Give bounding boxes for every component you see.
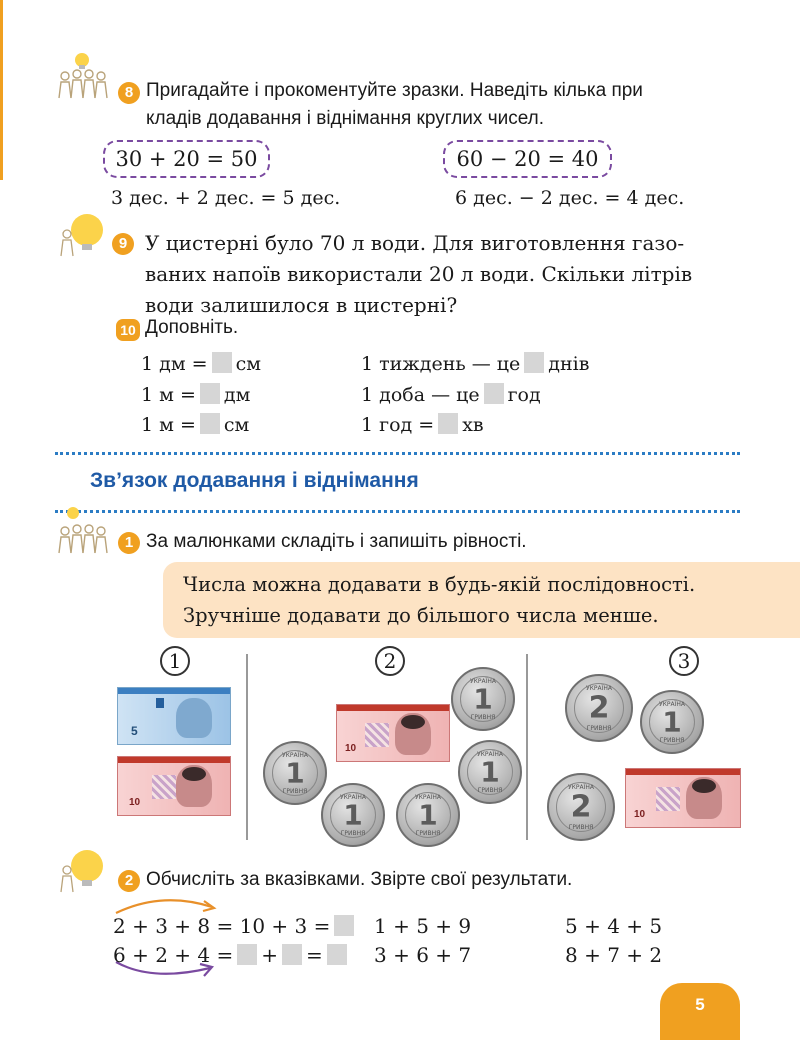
answer-box[interactable]	[327, 944, 347, 965]
coin-country: УКРАЇНА	[281, 752, 309, 759]
page-number-text: 5	[695, 995, 705, 1014]
task8-equation-left	[103, 140, 270, 178]
task9-text	[145, 228, 775, 321]
banknote-pattern	[365, 723, 389, 747]
banknote-10	[336, 704, 450, 762]
task10-row-1-right	[361, 351, 589, 377]
coin-currency: ГРИВНЯ	[340, 830, 366, 837]
coin-currency: ГРИВНЯ	[586, 725, 612, 732]
task2-row2-c: 8 + 7 + 2	[565, 943, 663, 967]
answer-box[interactable]	[200, 413, 220, 434]
task8-line1: Пригадайте і прокоментуйте зразки. Наведіть кілька при	[146, 80, 643, 101]
banknote-stripe	[337, 705, 449, 711]
task2-row2-a	[113, 941, 351, 969]
task10-row-3	[141, 412, 249, 438]
coin-country: УКРАЇНА	[476, 751, 504, 758]
coin-currency: ГРИВНЯ	[477, 787, 503, 794]
banknote-5-value: 5	[131, 724, 138, 738]
section-title: Зв’язок додавання і віднімання	[90, 469, 419, 492]
picture-separator	[246, 654, 248, 840]
banknote-10-value: 10	[634, 809, 646, 820]
rule-line1: Числа можна додавати в будь-якій послідовності.	[183, 573, 696, 596]
task2-text: Обчисліть за вказівками. Звірте свої результати.	[146, 869, 573, 890]
answer-box[interactable]	[237, 944, 257, 965]
coin-1-hryvnia	[321, 783, 385, 847]
coin-value: 1	[662, 705, 682, 739]
banknote-portrait-hair	[182, 767, 206, 781]
task10-row-3-right	[361, 412, 484, 438]
coin-country: УКРАЇНА	[414, 794, 442, 801]
coin-1-hryvnia	[263, 741, 327, 805]
rule-line2: Зручніше додавати до більшого числа менше.	[183, 604, 659, 627]
task2-row1-c: 5 + 4 + 5	[565, 914, 663, 938]
answer-box[interactable]	[282, 944, 302, 965]
task2-row2-eq: =	[306, 943, 323, 967]
section-divider-bottom	[55, 510, 740, 513]
task1-text: За малюнками складіть і запишіть рівності.	[146, 531, 527, 552]
coin-2-hryvnia	[547, 773, 615, 841]
task8-decimal-left: 3 дес. + 2 дес. = 5 дес.	[111, 187, 341, 209]
task8-number: 8	[118, 82, 140, 104]
answer-box[interactable]	[524, 352, 544, 373]
coin-value: 2	[570, 789, 592, 825]
task10-r3-right-b: хв	[462, 414, 484, 436]
rule-box	[163, 562, 800, 638]
coin-value: 1	[480, 755, 500, 789]
task10-r1-left-a: 1 дм =	[141, 353, 208, 375]
task9-number: 9	[112, 233, 134, 255]
coin-value: 1	[418, 798, 438, 832]
banknote-stripe	[118, 688, 230, 694]
task2-row2-b: 3 + 6 + 7	[374, 943, 472, 967]
coin-1-hryvnia	[640, 690, 704, 754]
picture-number-1: 1	[160, 646, 190, 676]
lightbulb-icon	[57, 212, 107, 258]
task8-equation-right	[443, 140, 612, 178]
task8-equation-right-text: 60 − 20 = 40	[456, 147, 599, 171]
picture-number-2: 2	[375, 646, 405, 676]
coin-value: 1	[285, 756, 305, 790]
task8-text	[146, 77, 766, 133]
banknote-10	[625, 768, 741, 828]
banknote-10-value: 10	[345, 743, 357, 754]
banknote-stripe	[626, 769, 740, 775]
page-number	[660, 983, 740, 1040]
task2-row1-a-text: 2 + 3 + 8 = 10 + 3 =	[113, 914, 331, 938]
picture-number-3: 3	[669, 646, 699, 676]
task10-r1-right-b: днів	[548, 353, 590, 375]
banknote-portrait	[176, 698, 212, 738]
task10-r2-right-b: год	[507, 384, 541, 406]
task10-row-2-right	[361, 382, 541, 408]
group-discussion-icon	[55, 503, 109, 555]
coin-1-hryvnia	[451, 667, 515, 731]
coin-country: УКРАЇНА	[567, 784, 595, 791]
task9-line1: У цистерні було 70 л води. Для виготовлення газо-	[145, 231, 685, 255]
task2-number: 2	[118, 870, 140, 892]
coin-currency: ГРИВНЯ	[470, 714, 496, 721]
answer-box[interactable]	[212, 352, 232, 373]
page-edge-strip	[0, 0, 3, 180]
task10-r3-right-a: 1 год =	[361, 414, 435, 436]
answer-box[interactable]	[200, 383, 220, 404]
coin-1-hryvnia	[458, 740, 522, 804]
banknote-10-value: 10	[129, 797, 141, 808]
coin-country: УКРАЇНА	[469, 678, 497, 685]
coin-value: 1	[343, 798, 363, 832]
lightbulb-icon	[57, 848, 107, 894]
banknote-pattern	[656, 787, 680, 811]
task10-r1-right-a: 1 тиждень — це	[361, 353, 521, 375]
task2-row1-a	[113, 912, 358, 940]
coin-2-hryvnia	[565, 674, 633, 742]
banknote-pattern	[152, 775, 176, 799]
coin-value: 1	[473, 682, 493, 716]
task10-r3-left-b: см	[223, 414, 250, 436]
task10-number: 10	[116, 319, 140, 341]
banknote-10	[117, 756, 231, 816]
task10-r2-right-a: 1 доба — це	[361, 384, 480, 406]
task8-equation-left-text: 30 + 20 = 50	[115, 147, 258, 171]
banknote-emblem	[156, 698, 164, 708]
task10-r2-left-b: дм	[223, 384, 251, 406]
task1-number: 1	[118, 532, 140, 554]
banknote-portrait-hair	[401, 715, 425, 729]
task10-r3-left-a: 1 м =	[141, 414, 196, 436]
answer-box[interactable]	[484, 383, 504, 404]
banknote-5	[117, 687, 231, 745]
banknote-stripe	[118, 757, 230, 763]
coin-country: УКРАЇНА	[658, 701, 686, 708]
task2-row2-a-text: 6 + 2 + 4 =	[113, 943, 234, 967]
task10-r2-left-a: 1 м =	[141, 384, 196, 406]
task9-line2: ваних напоїв використали 20 л води. Скільки літрів	[145, 262, 693, 286]
task2-row1-b: 1 + 5 + 9	[374, 914, 472, 938]
task10-title: Доповніть.	[145, 317, 239, 338]
coin-currency: ГРИВНЯ	[282, 788, 308, 795]
task10-r1-left-b: см	[235, 353, 261, 375]
task10-row-1	[141, 351, 261, 377]
task8-decimal-right: 6 дес. − 2 дес. = 4 дес.	[455, 187, 685, 209]
coin-currency: ГРИВНЯ	[659, 737, 685, 744]
coin-country: УКРАЇНА	[585, 685, 613, 692]
coin-value: 2	[588, 690, 610, 726]
task8-line2: кладів додавання і віднімання круглих чисел.	[146, 108, 545, 129]
coin-country: УКРАЇНА	[339, 794, 367, 801]
task2-row2-plus: +	[261, 943, 278, 967]
task9-line3: води залишилося в цистерні?	[145, 293, 458, 317]
answer-box[interactable]	[438, 413, 458, 434]
picture-separator	[526, 654, 528, 840]
coin-currency: ГРИВНЯ	[568, 824, 594, 831]
task10-row-2	[141, 382, 250, 408]
section-divider-top	[55, 452, 740, 455]
banknote-portrait-hair	[692, 779, 716, 793]
coin-currency: ГРИВНЯ	[415, 830, 441, 837]
coin-1-hryvnia	[396, 783, 460, 847]
group-discussion-icon	[55, 50, 109, 102]
answer-box[interactable]	[334, 915, 354, 936]
